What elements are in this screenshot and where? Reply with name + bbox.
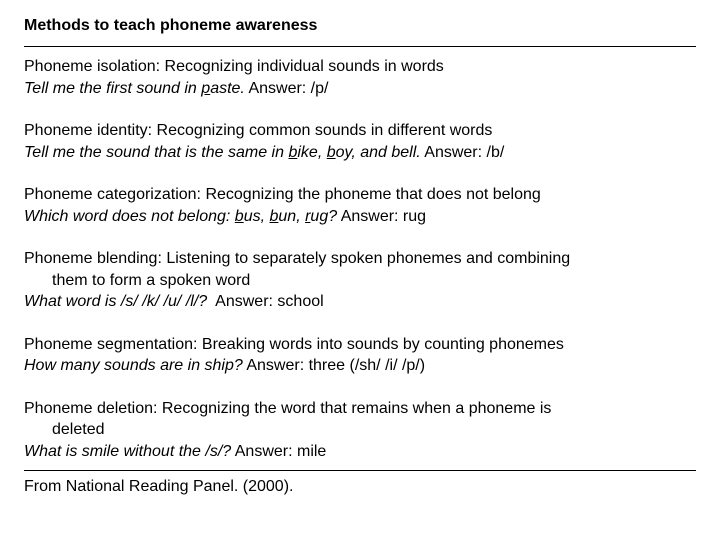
example-answer: Answer: three (/sh/ /i/ /p/) (242, 357, 426, 374)
method-phoneme-isolation (24, 56, 696, 99)
source-citation: From National Reading Panel. (2000). (24, 478, 294, 495)
example-text (24, 144, 421, 161)
method-example (24, 206, 696, 228)
example-answer: Answer: /b/ (420, 143, 505, 161)
example-word-rest: oy, and bell. (335, 143, 421, 161)
method-example (24, 441, 696, 463)
example-text: What word is /s/ /k/ /u/ /l/? (24, 293, 208, 310)
example-text: What is smile without the /s/? (24, 442, 232, 460)
underlined-letter: b (288, 143, 298, 161)
example-word-rest: ike, (297, 143, 327, 161)
example-answer: Answer: school (207, 293, 324, 310)
underlined-letter: r (305, 207, 311, 225)
method-definition: Phoneme isolation: Recognizing individual sounds in words (24, 58, 444, 75)
method-phoneme-deletion (24, 398, 696, 463)
underlined-letter: b (234, 207, 244, 225)
example-word-rest: ug? (310, 207, 338, 225)
method-example (24, 291, 696, 313)
example-text: How many sounds are in ship? (24, 357, 243, 374)
underlined-letter: b (269, 207, 279, 225)
example-answer: Answer: mile (231, 442, 327, 460)
method-phoneme-categorization (24, 184, 696, 227)
underlined-letter: p (201, 79, 211, 97)
underlined-letter: b (326, 143, 336, 161)
method-definition: Phoneme segmentation: Breaking words into sounds by counting phonemes (24, 335, 564, 353)
example-word-rest: us, (243, 207, 270, 225)
method-phoneme-segmentation (24, 334, 696, 377)
method-definition: Phoneme identity: Recognizing common sounds in different words (24, 122, 493, 139)
method-definition-continued: them to form a spoken word (52, 271, 251, 289)
example-text (24, 208, 337, 225)
method-definition-continued: deleted (52, 421, 105, 438)
method-phoneme-identity (24, 120, 696, 163)
example-text (24, 80, 245, 97)
method-example (24, 78, 696, 100)
example-prefix: Tell me the first sound in (24, 79, 202, 97)
method-example (24, 142, 696, 164)
document-title: Methods to teach phoneme awareness (24, 17, 318, 34)
method-definition: Phoneme deletion: Recognizing the word that remains when a phoneme is (24, 399, 552, 417)
example-answer: Answer: /p/ (244, 79, 329, 97)
example-suffix: aste. (210, 79, 245, 97)
method-definition: Phoneme blending: Listening to separately spoken phonemes and combining (24, 250, 571, 267)
method-definition: Phoneme categorization: Recognizing the phoneme that does not belong (24, 186, 541, 203)
method-example (24, 355, 696, 377)
example-answer: Answer: rug (337, 207, 427, 225)
methods-list (24, 47, 696, 462)
example-word-rest: un, (278, 207, 306, 225)
document (24, 14, 696, 498)
example-prefix: Which word does not belong: (24, 207, 235, 225)
example-prefix: Tell me the sound that is the same in (24, 143, 289, 161)
method-phoneme-blending (24, 248, 696, 313)
